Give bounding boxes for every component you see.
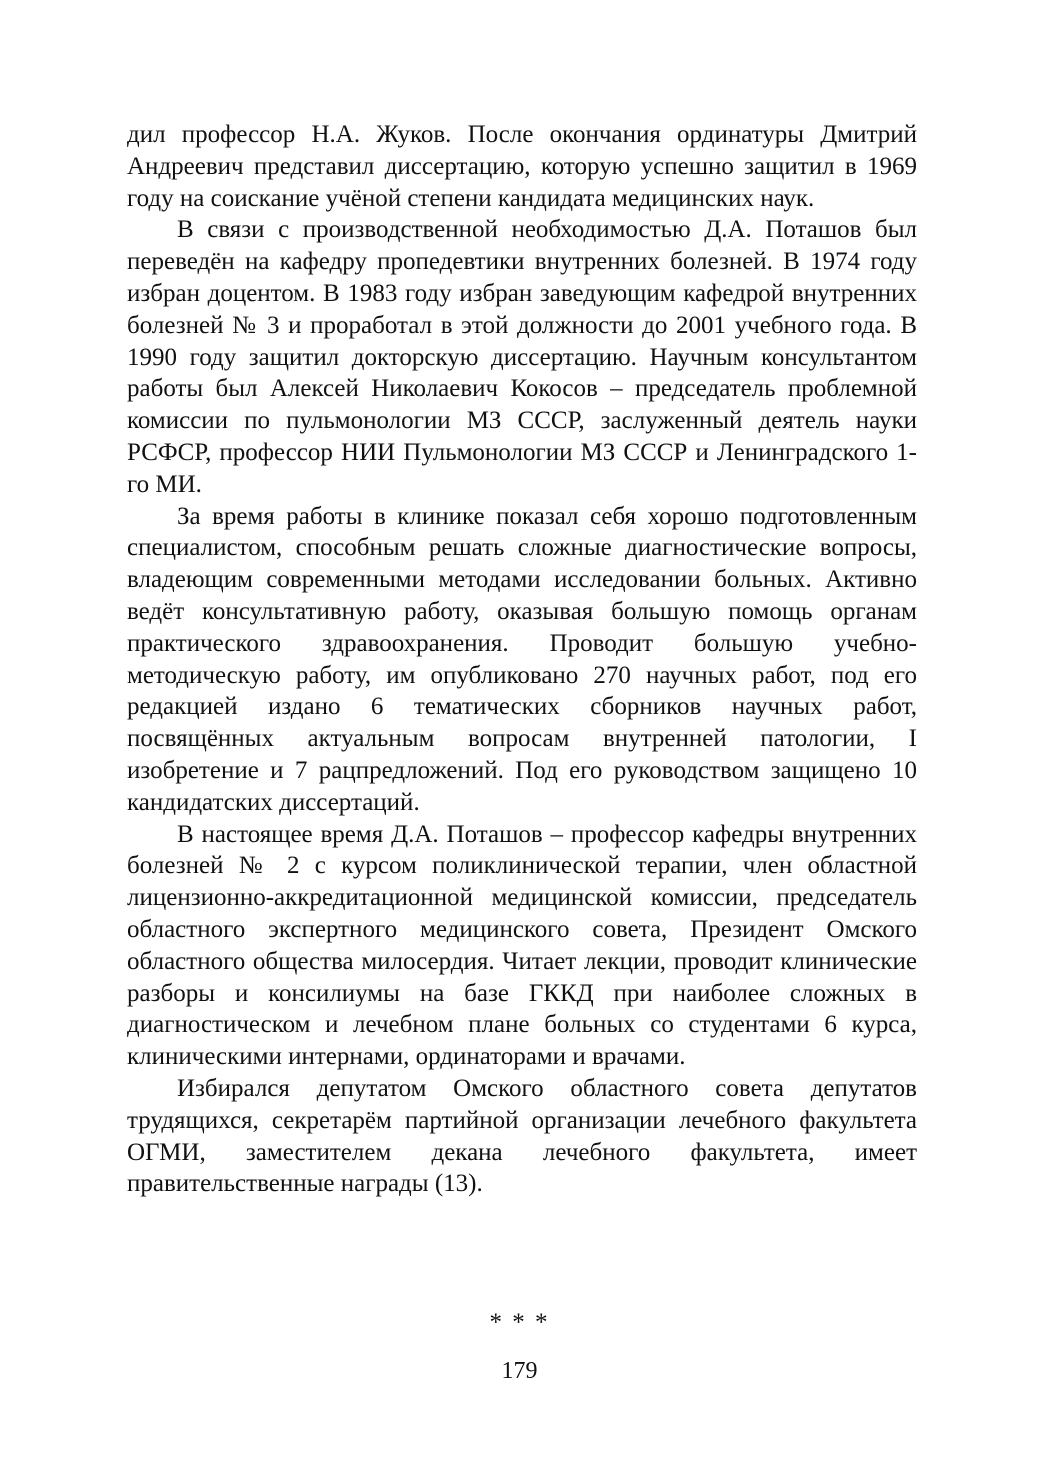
section-separator: * * * [489, 1309, 550, 1336]
page-number: 179 [501, 1358, 538, 1384]
paragraph-4: В настоящее время Д.А. Поташов – профессор кафедры внутренних болезней № 2 с курсом поликлинической терапии, член областной лицензионно-аккредитационной медицинской комиссии, председатель областного экспертного медицинского совета, Президент Омского областного общества милосердия. Читает лекции, проводит клинические разборы и консилиумы на базе ГККД при наиболее сложных в диагностическом и лечебном плане больных со студентами 6 курса, клиническими интернами, ординаторами и врачами. [127, 820, 917, 1071]
paragraph-1: дил профессор Н.А. Жуков. После окончания ординатуры Дмитрий Андреевич представил диссертацию, которую успешно защитил в 1969 году на соискание учёной степени кандидата медицинских наук. [127, 121, 917, 212]
page-body [127, 119, 917, 1200]
paragraph-3: За время работы в клинике показал себя хорошо подготовленным специалистом, способным решать сложные диагностические вопросы, владеющим современными методами исследовании больных. Активно ведёт консультативную работу, оказывая большую помощь органам практического здравоохранения. Проводит большую учебно-методическую работу, им опубликовано 270 научных работ, под его редакцией издано 6 тематических сборников научных работ, посвящённых актуальным вопросам внутренней патологии, I изобретение и 7 рацпредложений. Под его руководством защищено 10 кандидатских диссертаций. [127, 502, 917, 816]
paragraph-2: В связи с производственной необходимостью Д.А. Поташов был переведён на кафедру пропедевтики внутренних болезней. В 1974 году избран доцентом. В 1983 году избран заведующим кафедрой внутренних болезней № 3 и проработал в этой должности до 2001 учебного года. В 1990 году защитил докторскую диссертацию. Научным консультантом работы был Алексей Николаевич Кокосов – председатель проблемной комиссии по пульмонологии МЗ СССР, заслуженный деятель науки РСФСР, профессор НИИ Пульмонологии МЗ СССР и Ленинградского 1-го МИ. [127, 216, 917, 498]
paragraph-5: Избирался депутатом Омского областного совета депутатов трудящихся, секретарём партийной организации лечебного факультета ОГМИ, заместителем декана лечебного факультета, имеет правительственные награды (13). [127, 1074, 917, 1198]
